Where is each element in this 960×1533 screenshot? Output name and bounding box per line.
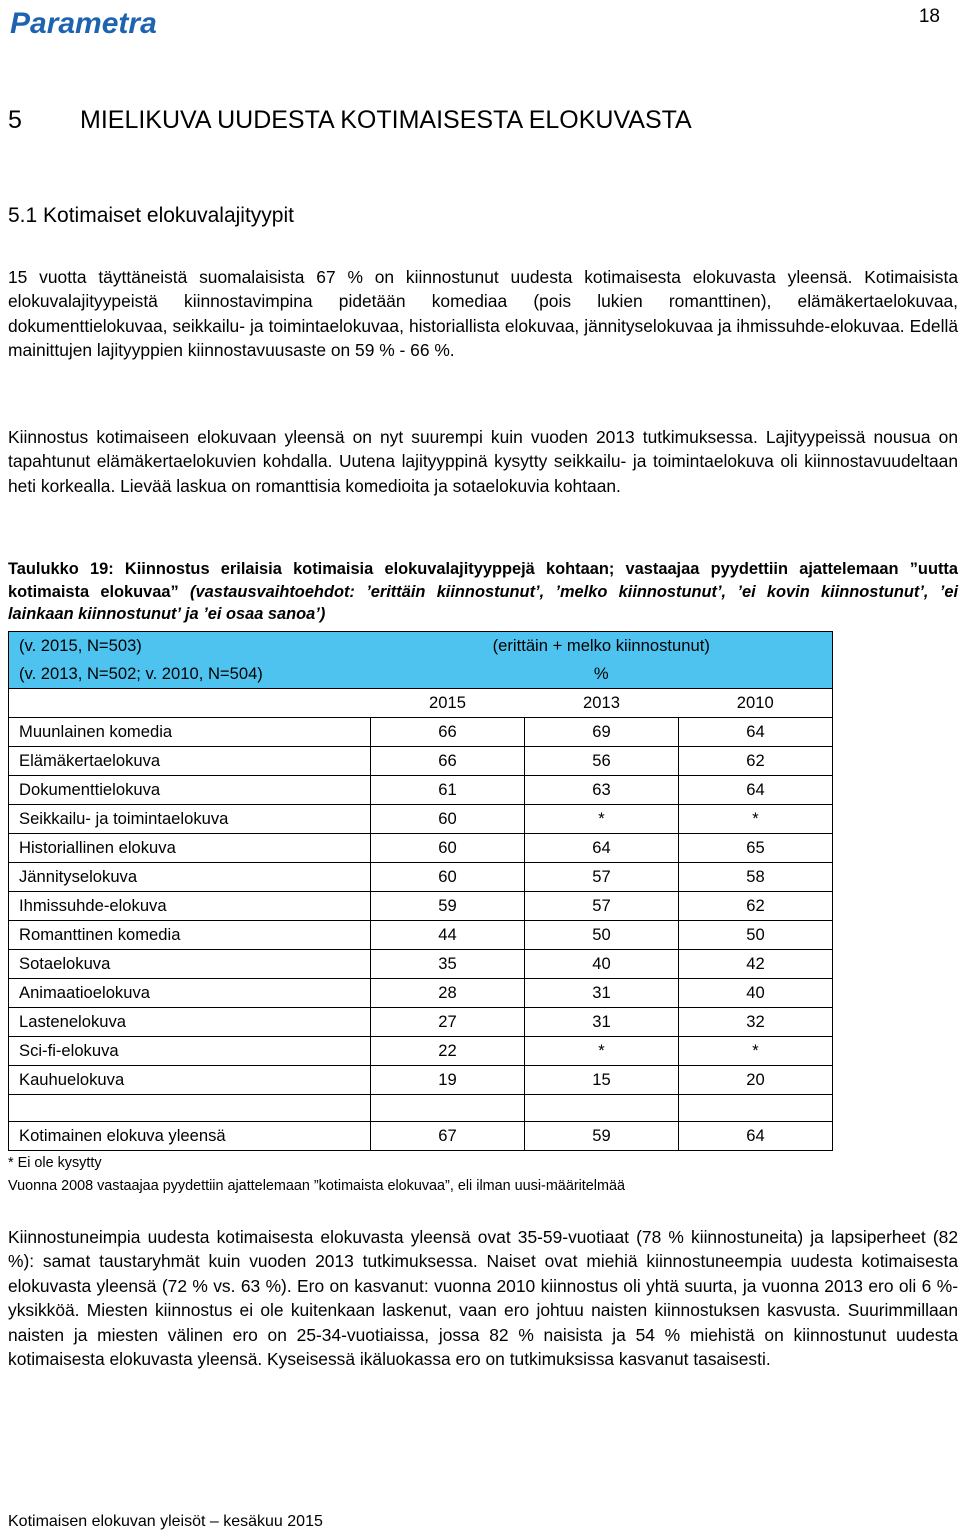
value-2010: *	[679, 805, 833, 834]
genre-label: Dokumenttielokuva	[9, 776, 371, 805]
value-2015: 59	[371, 892, 525, 921]
value-2013: 56	[525, 747, 679, 776]
total-label: Kotimainen elokuva yleensä	[9, 1122, 371, 1151]
total-2015: 67	[371, 1122, 525, 1151]
genre-label: Kauhuelokuva	[9, 1066, 371, 1095]
value-2015: 60	[371, 805, 525, 834]
table-row	[9, 892, 833, 921]
table-row	[9, 747, 833, 776]
paragraph-trends	[8, 425, 958, 498]
genre-interest-table	[8, 631, 833, 1151]
table-header-row	[9, 660, 833, 689]
paragraph-demographics	[8, 1225, 958, 1371]
year-2010: 2010	[679, 689, 833, 718]
header-measure: (erittäin + melko kiinnostunut)	[371, 632, 833, 661]
table-note-2008: Vuonna 2008 vastaajaa pyydettiin ajattelemaan ”kotimaista elokuvaa”, eli ilman uusi-määritelmää	[8, 1178, 625, 1194]
table-row	[9, 979, 833, 1008]
table-row	[9, 718, 833, 747]
table-caption	[8, 558, 958, 626]
table-row	[9, 1066, 833, 1095]
table-row	[9, 776, 833, 805]
caption-italic: (vastausvaihtoehdot: ’erittäin kiinnostunut’, ’melko kiinnostunut’, ’ei kovin kiinnostunut’, ’ei lainkaan kiinnostunut’ ja ’ei osaa sanoa’)	[8, 582, 958, 623]
value-2015: 61	[371, 776, 525, 805]
value-2015: 44	[371, 921, 525, 950]
value-2015: 35	[371, 950, 525, 979]
genre-label: Lastenelokuva	[9, 1008, 371, 1037]
genre-label: Animaatioelokuva	[9, 979, 371, 1008]
value-2010: 20	[679, 1066, 833, 1095]
value-2015: 22	[371, 1037, 525, 1066]
value-2013: 64	[525, 834, 679, 863]
table-row	[9, 950, 833, 979]
page-footer: Kotimaisen elokuvan yleisöt – kesäkuu 2015	[8, 1513, 323, 1530]
section-number: 5	[8, 106, 22, 134]
genre-label: Historiallinen elokuva	[9, 834, 371, 863]
value-2015: 60	[371, 863, 525, 892]
page-number: 18	[918, 6, 940, 27]
logo-text: Parametra	[10, 7, 157, 40]
value-2015: 28	[371, 979, 525, 1008]
year-2015: 2015	[371, 689, 525, 718]
value-2013: 63	[525, 776, 679, 805]
subsection-heading: 5.1 Kotimaiset elokuvalajityypit	[8, 204, 294, 227]
value-2010: 50	[679, 921, 833, 950]
value-2015: 66	[371, 718, 525, 747]
value-2010: 42	[679, 950, 833, 979]
value-2013: 40	[525, 950, 679, 979]
value-2010: 64	[679, 776, 833, 805]
genre-label: Sotaelokuva	[9, 950, 371, 979]
table-note-not-asked: * Ei ole kysytty	[8, 1155, 102, 1171]
section-title: MIELIKUVA UUDESTA KOTIMAISESTA ELOKUVASTA	[80, 106, 692, 134]
value-2010: *	[679, 1037, 833, 1066]
value-2013: 31	[525, 979, 679, 1008]
value-2010: 62	[679, 747, 833, 776]
header-sample-2015: (v. 2015, N=503)	[9, 632, 371, 661]
value-2015: 27	[371, 1008, 525, 1037]
value-2013: 50	[525, 921, 679, 950]
table-row	[9, 921, 833, 950]
genre-label: Jännityselokuva	[9, 863, 371, 892]
paragraph-text: Kiinnostuneimpia uudesta kotimaisesta elokuvasta yleensä ovat 35-59-vuotiaat (78 % kiinnostuneita) ja lapsiperheet (82 %): samat taustaryhmät kuin vuoden 2013 tutkimuksessa. Naiset ovat miehiä kiinnostuneempia uudesta kotimaisesta elokuvasta yleensä (72 % vs. 63 %). Ero on kasvanut: vuonna 2010 kiinnostus oli yhtä suurta, ja vuonna 2013 ero oli 6 %-yksikköä. Miesten kiinnostus ei ole kuitenkaan laskenut, vaan ero johtuu naisten kiinnostuksen kasvusta. Suurimmillaan naisten ja miesten välinen ero on 25-34-vuotiaissa, jossa 82 % naisista ja 54 % miehistä on kiinnostunut uudesta kotimaisesta elokuvasta yleensä. Kyseisessä ikäluokassa ero on tutkimuksissa kasvanut tasaisesti.	[8, 1227, 958, 1370]
paragraph-text: Kiinnostus kotimaiseen elokuvaan yleensä on nyt suurempi kuin vuoden 2013 tutkimuksessa. Lajityypeissä nousua on tapahtunut elämäkertaelokuvien kohdalla. Uutena lajityyppinä kysytty seikkailu- ja toimintaelokuva oli kiinnostavuudeltaan heti korkealla. Lievää laskua on romanttisia komedioita ja sotaelokuvia kohtaan.	[8, 427, 958, 496]
genre-label: Seikkailu- ja toimintaelokuva	[9, 805, 371, 834]
value-2013: *	[525, 805, 679, 834]
value-2015: 66	[371, 747, 525, 776]
header-unit: %	[371, 660, 833, 689]
total-2010: 64	[679, 1122, 833, 1151]
value-2013: 69	[525, 718, 679, 747]
value-2015: 19	[371, 1066, 525, 1095]
year-2013: 2013	[525, 689, 679, 718]
table-row	[9, 863, 833, 892]
header-sample-2013-2010: (v. 2013, N=502; v. 2010, N=504)	[9, 660, 371, 689]
table-row	[9, 1037, 833, 1066]
value-2010: 40	[679, 979, 833, 1008]
value-2013: *	[525, 1037, 679, 1066]
value-2013: 15	[525, 1066, 679, 1095]
total-2013: 59	[525, 1122, 679, 1151]
parametra-logo	[8, 6, 168, 42]
table-spacer-row	[9, 1095, 833, 1122]
value-2010: 64	[679, 718, 833, 747]
genre-label: Sci-fi-elokuva	[9, 1037, 371, 1066]
table-total-row	[9, 1122, 833, 1151]
caption-bold: Taulukko 19: Kiinnostus erilaisia kotimaisia elokuvalajityyppejä kohtaan; vastaajaa pyydettiin ajattelemaan ”uutta kotimaista elokuvaa”	[8, 560, 958, 601]
genre-label: Elämäkertaelokuva	[9, 747, 371, 776]
value-2015: 60	[371, 834, 525, 863]
table-row	[9, 834, 833, 863]
value-2010: 58	[679, 863, 833, 892]
value-2013: 57	[525, 863, 679, 892]
value-2013: 31	[525, 1008, 679, 1037]
genre-label: Ihmissuhde-elokuva	[9, 892, 371, 921]
genre-label: Muunlainen komedia	[9, 718, 371, 747]
paragraph-intro	[8, 265, 958, 363]
table-row	[9, 1008, 833, 1037]
section-heading	[8, 106, 692, 135]
value-2010: 32	[679, 1008, 833, 1037]
value-2010: 62	[679, 892, 833, 921]
table-years-row	[9, 689, 833, 718]
table-header-row	[9, 632, 833, 661]
table-row	[9, 805, 833, 834]
genre-label: Romanttinen komedia	[9, 921, 371, 950]
value-2010: 65	[679, 834, 833, 863]
value-2013: 57	[525, 892, 679, 921]
paragraph-text: 15 vuotta täyttäneistä suomalaisista 67 % on kiinnostunut uudesta kotimaisesta elokuvasta yleensä. Kotimaisista elokuvalajityypeistä kiinnostavimpina pidetään komediaa (pois lukien romanttinen), elämäkertaelokuvaa, dokumenttielokuvaa, seikkailu- ja toimintaelokuvaa, historiallista elokuvaa, jännityselokuvaa ja ihmissuhde-elokuvaa. Edellä mainittujen lajityyppien kiinnostavuusaste on 59 % - 66 %.	[8, 267, 958, 361]
